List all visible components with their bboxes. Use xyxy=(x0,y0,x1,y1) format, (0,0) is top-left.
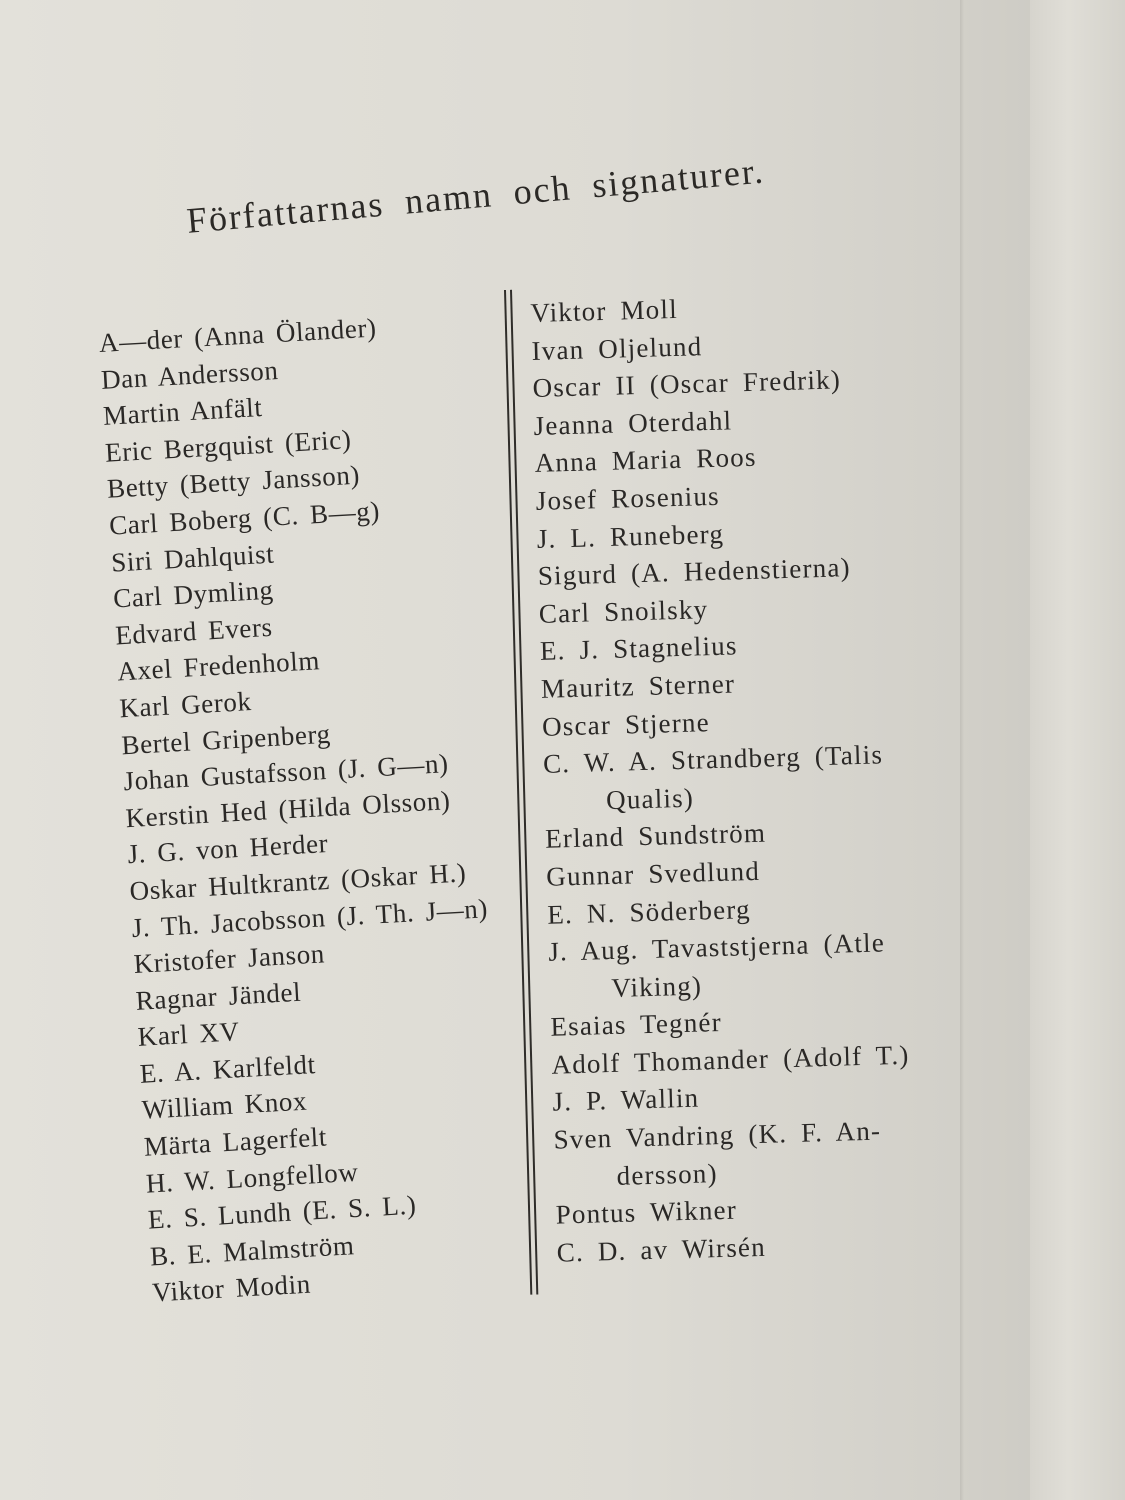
author-entry: Erland Sundström xyxy=(544,817,767,855)
author-entry: Siri Dahlquist xyxy=(110,538,276,578)
author-entry: William Knox xyxy=(141,1086,308,1126)
author-entry: Josef Rosenius xyxy=(535,480,721,516)
author-entry: Carl Boberg (C. B—g) xyxy=(108,495,381,541)
author-entry: Mauritz Sterner xyxy=(540,668,736,704)
author-entry: Karl XV xyxy=(136,1016,241,1053)
author-entry: Martin Anfält xyxy=(102,392,264,432)
author-entry: Pontus Wikner xyxy=(555,1194,738,1230)
author-entry: H. W. Longfellow xyxy=(145,1156,360,1199)
author-entry: Axel Fredenholm xyxy=(116,645,321,687)
author-entry: Oscar Stjerne xyxy=(541,706,711,742)
author-entry: Bertel Gripenberg xyxy=(120,718,332,760)
author-entry: Oscar II (Oscar Fredrik) xyxy=(532,364,842,404)
author-entry: Sigurd (A. Hedenstierna) xyxy=(537,552,852,592)
author-entry: Carl Dymling xyxy=(112,574,275,614)
author-entry: Sven Vandring (K. F. An- xyxy=(553,1115,882,1155)
author-entry: Kerstin Hed (Hilda Olsson) xyxy=(124,784,452,833)
author-entry: Gunnar Svedlund xyxy=(545,855,761,892)
author-entry: J. P. Wallin xyxy=(552,1083,700,1118)
author-entry: C. W. A. Strandberg (Talis xyxy=(542,739,884,779)
author-entry: Märta Lagerfelt xyxy=(143,1121,328,1162)
author-entry: Eric Bergquist (Eric) xyxy=(104,423,353,468)
author-entry: Ivan Oljelund xyxy=(531,330,703,366)
author-entry: Carl Snoilsky xyxy=(538,593,709,629)
author-entry: E. J. Stagnelius xyxy=(539,630,738,667)
author-entry: C. D. av Wirsén xyxy=(556,1231,767,1268)
author-entry: Jeanna Oterdahl xyxy=(533,405,733,441)
author-entry-continuation: Viking) xyxy=(610,970,703,1003)
author-entry-continuation: Qualis) xyxy=(605,782,695,815)
author-entry: E. S. Lundh (E. S. L.) xyxy=(147,1189,418,1235)
author-entry: Adolf Thomander (Adolf T.) xyxy=(551,1039,910,1080)
author-entry: Edvard Evers xyxy=(114,611,274,651)
right-author-list xyxy=(530,283,977,1272)
author-entry: J. Aug. Tavaststjerna (Atle xyxy=(547,927,886,967)
author-entry: Kristofer Janson xyxy=(132,938,326,980)
author-entry: A—der (Anna Ölander) xyxy=(98,312,378,358)
author-entry: B. E. Malmström xyxy=(149,1229,356,1272)
author-entry: E. N. Söderberg xyxy=(546,893,752,930)
author-entry: Betty (Betty Jansson) xyxy=(106,460,361,505)
author-entry: Esaias Tegnér xyxy=(550,1007,723,1042)
author-entry: Johan Gustafsson (J. G—n) xyxy=(122,748,450,797)
author-entry-continuation: dersson) xyxy=(616,1157,719,1191)
author-entry: Anna Maria Roos xyxy=(534,442,758,479)
author-entry: Viktor Moll xyxy=(530,293,679,328)
author-entry: J. Th. Jacobsson (J. Th. J—n) xyxy=(130,892,489,943)
author-entry: Oskar Hultkrantz (Oskar H.) xyxy=(128,857,468,906)
author-entry: J. L. Runeberg xyxy=(536,518,725,554)
adjacent-page-edge xyxy=(1030,0,1125,1500)
author-entry: Ragnar Jändel xyxy=(134,976,302,1016)
left-author-list xyxy=(98,302,563,1311)
author-entry: Dan Andersson xyxy=(100,354,280,395)
author-entry: Karl Gerok xyxy=(118,685,253,724)
page-title: Författarnas namn och signaturer. xyxy=(185,150,767,241)
author-entry: J. G. von Herder xyxy=(126,828,329,870)
author-entry: E. A. Karlfeldt xyxy=(139,1048,317,1089)
author-entry: Viktor Modin xyxy=(151,1269,312,1308)
